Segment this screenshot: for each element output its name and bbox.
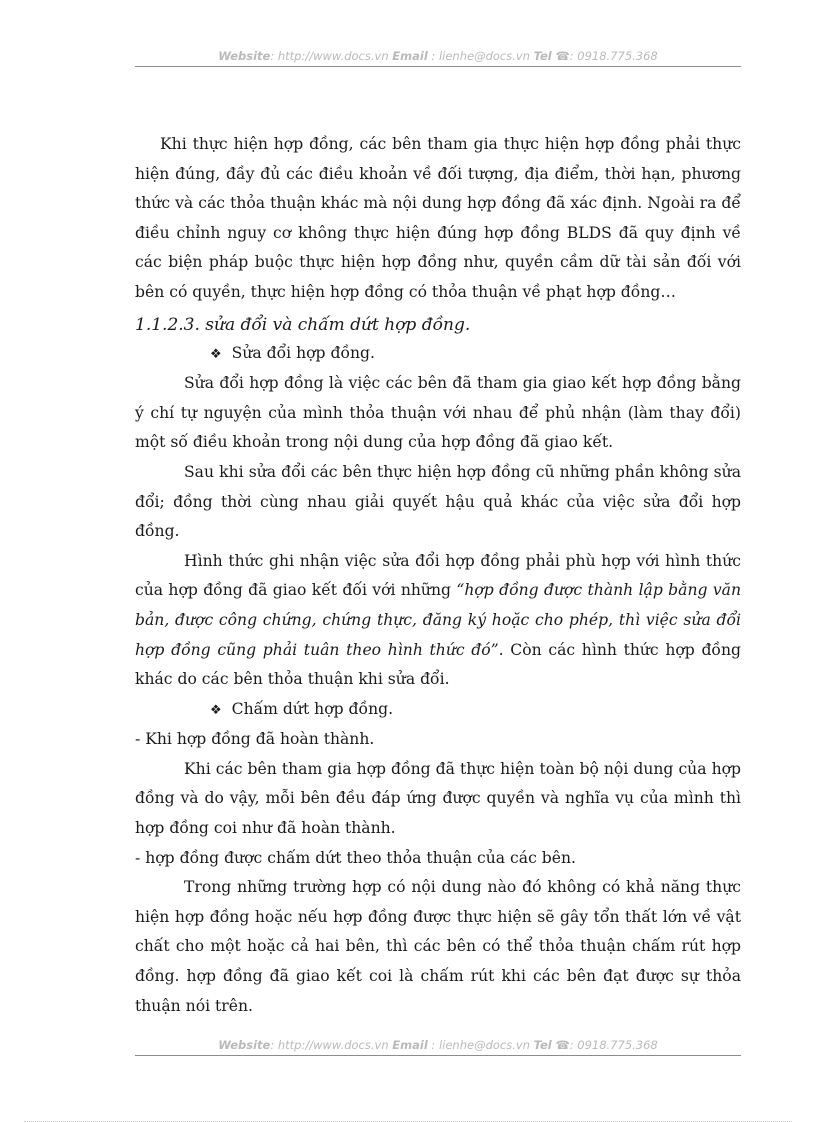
bullet-item-sua-doi: [135, 339, 741, 370]
header-email-value: : lienhe@docs.vn: [431, 49, 530, 63]
paragraph-definition: Sửa đổi hợp đồng là việc các bên đã tham gia giao kết hợp đồng bằng ý chí tự nguyện của mình thỏa thuận với nhau để phủ nhận (làm thay đổi) một số điều khoản trong nội dung của hợp đồng đã giao kết.: [135, 374, 741, 452]
document-body: [135, 130, 741, 1021]
footer-email-label: Email: [392, 1038, 428, 1052]
phone-icon: ☎: [555, 1038, 570, 1052]
footer-tel-label: Tel: [533, 1038, 552, 1052]
paragraph-completion-detail: Khi các bên tham gia hợp đồng đã thực hiện toàn bộ nội dung của hợp đồng và do vậy, mỗi bên đều đáp ứng được quyền và nghĩa vụ của mình thì hợp đồng coi như đã hoàn thành.: [135, 759, 741, 838]
paragraph-termination-detail: Trong những trường hợp có nội dung nào đó không có khả năng thực hiện hợp đồng hoặc nếu hợp đồng được thực hiện sẽ gây tổn thất lớn về vật chất cho một hoặc cả hai bên, thì các bên có thể thỏa thuận chấm rút hợp đồng. hợp đồng đã giao kết coi là chấm rút khi các bên đạt được sự thỏa thuận nói trên.: [135, 878, 741, 1015]
footer-website-url: : http://www.docs.vn: [270, 1038, 389, 1052]
footer-website-label: Website: [218, 1038, 271, 1052]
paragraph-form-quote: “hợp đồng được thành lập bằng văn bản, được công chứng, chứng thực, đăng ký hoặc cho phép, thì việc sửa đổi hợp đồng cũng phải tuân theo hình thức đó”.: [135, 581, 741, 659]
header-tel-value: : 0918.775.368: [569, 49, 658, 63]
bullet-item-cham-dut: [135, 695, 741, 726]
paragraph-completed: - Khi hợp đồng đã hoàn thành.: [135, 730, 375, 749]
paragraph-agreement: - hợp đồng được chấm dứt theo thỏa thuận của các bên.: [135, 848, 576, 867]
phone-icon: ☎: [555, 49, 570, 63]
paragraph-form-start: Hình thức ghi nhận việc sửa đổi hợp đồng phải phù hợp với hình thức của hợp đồng đã giao kết đối với những: [135, 551, 741, 600]
header-email-label: Email: [392, 49, 428, 63]
bullet-label: Sửa đổi hợp đồng.: [231, 343, 375, 362]
footer-email-value: : lienhe@docs.vn: [431, 1038, 530, 1052]
diamond-bullet-icon: ❖: [210, 346, 222, 362]
page-bottom-divider: [24, 1121, 792, 1122]
paragraph-form-end: Còn các hình thức hợp đồng khác do các bên thỏa thuận khi sửa đổi.: [135, 640, 741, 689]
diamond-bullet-icon: ❖: [210, 702, 222, 718]
paragraph-intro: Khi thực hiện hợp đồng, các bên tham gia thực hiện hợp đồng phải thực hiện đúng, đầy đủ các điều khoản về đối tượng, địa điểm, thời hạn, phương thức và các thỏa thuận khác mà nội dung hợp đồng đã xác định. Ngoài ra để điều chỉnh nguy cơ không thực hiện đúng hợp đồng BLDS đã quy định về các biện pháp buộc thực hiện hợp đồng như, quyền cầm dữ tài sản đối với bên có quyền, thực hiện hợp đồng có thỏa thuận về phạt hợp đồng…: [135, 135, 741, 301]
page-header: [135, 49, 741, 67]
paragraph-after-amend: Sau khi sửa đổi các bên thực hiện hợp đồng cũ những phần không sửa đổi; đồng thời cùng nhau giải quyết hậu quả khác của việc sửa đổi hợp đồng.: [135, 462, 741, 541]
bullet-label: Chấm dứt hợp đồng.: [231, 699, 394, 718]
footer-tel-value: : 0918.775.368: [569, 1038, 658, 1052]
header-website-label: Website: [218, 49, 271, 63]
paragraph-form: [135, 547, 741, 695]
page-footer: [135, 1038, 741, 1056]
header-website-url: : http://www.docs.vn: [270, 49, 389, 63]
header-tel-label: Tel: [533, 49, 552, 63]
section-heading: 1.1.2.3. sửa đổi và chấm dứt hợp đồng.: [135, 314, 471, 335]
